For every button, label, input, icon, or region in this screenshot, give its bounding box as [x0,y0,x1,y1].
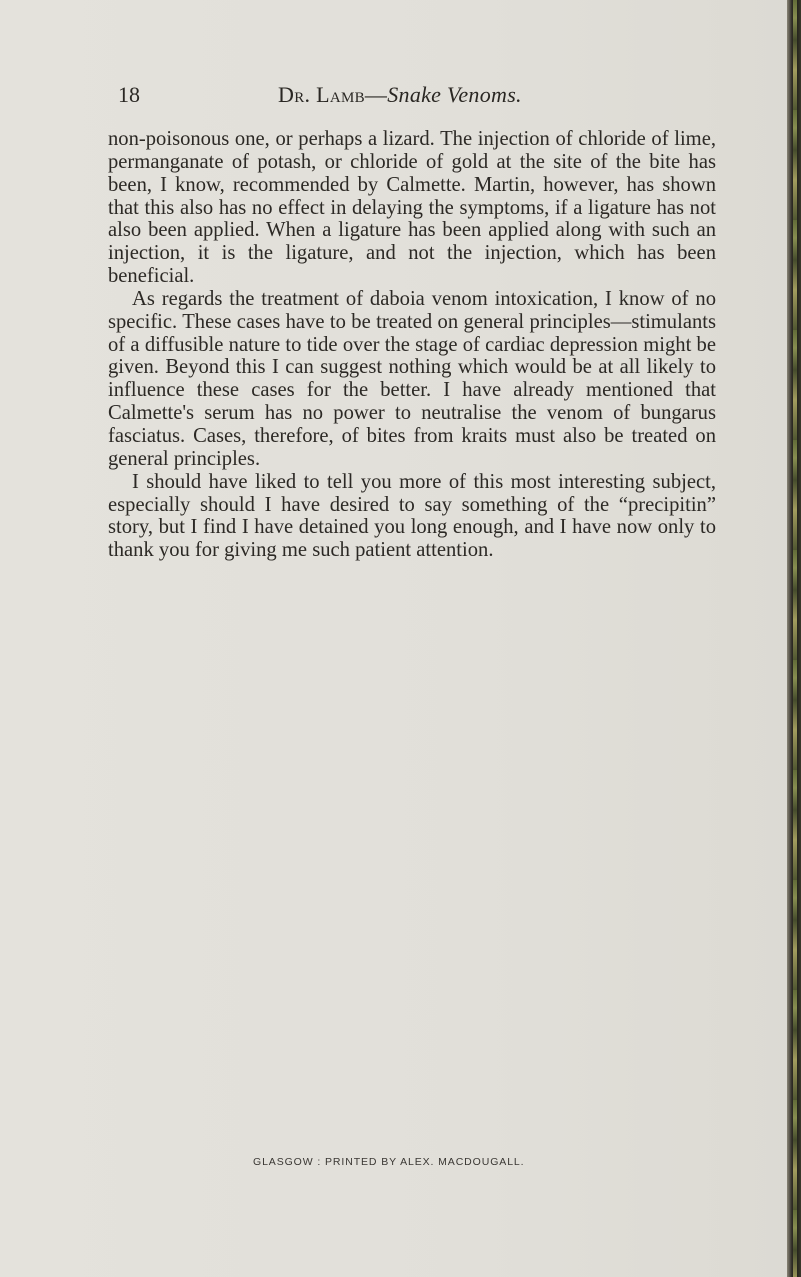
running-title-subject: Snake Venoms. [387,82,522,107]
running-title [278,82,522,108]
paragraph: As regards the treatment of daboia venom intoxication, I know of no specific. These cases have to be treated on general principles—stimulants of a diffusible nature to tide over the stage of cardiac depression might be given. Beyond this I can suggest nothing which would be at all likely to influence these cases for the better. I have already mentioned that Calmette's serum has no power to neutralise the venom of bungarus fasciatus. Cases, therefore, of bites from kraits must also be treated on general principles. [108,287,716,470]
page-number: 18 [118,82,140,107]
paragraph: non-poisonous one, or perhaps a lizard. The injection of chloride of lime, permanganate of potash, or chloride of gold at the site of the bite has been, I know, recommended by Calmette. Martin, however, has shown that this also has no effect in delaying the symptoms, if a ligature has not also been applied. When a ligature has been applied along with such an injection, it is the ligature, and not the injection, which has been beneficial. [108,128,716,288]
body-text [108,128,716,562]
paragraph: I should have liked to tell you more of this most interesting subject, especially should I have desired to say something of the “precipitin” story, but I find I have detained you long enough, and I have now only to thank you for giving me such patient attention. [108,470,716,562]
running-title-separator: — [364,82,388,107]
running-header [118,82,713,112]
book-edge-binding [793,0,797,1277]
printer-imprint: GLASGOW : PRINTED BY ALEX. MACDOUGALL. [253,1156,525,1168]
running-title-author: Dr. Lamb [278,82,365,107]
